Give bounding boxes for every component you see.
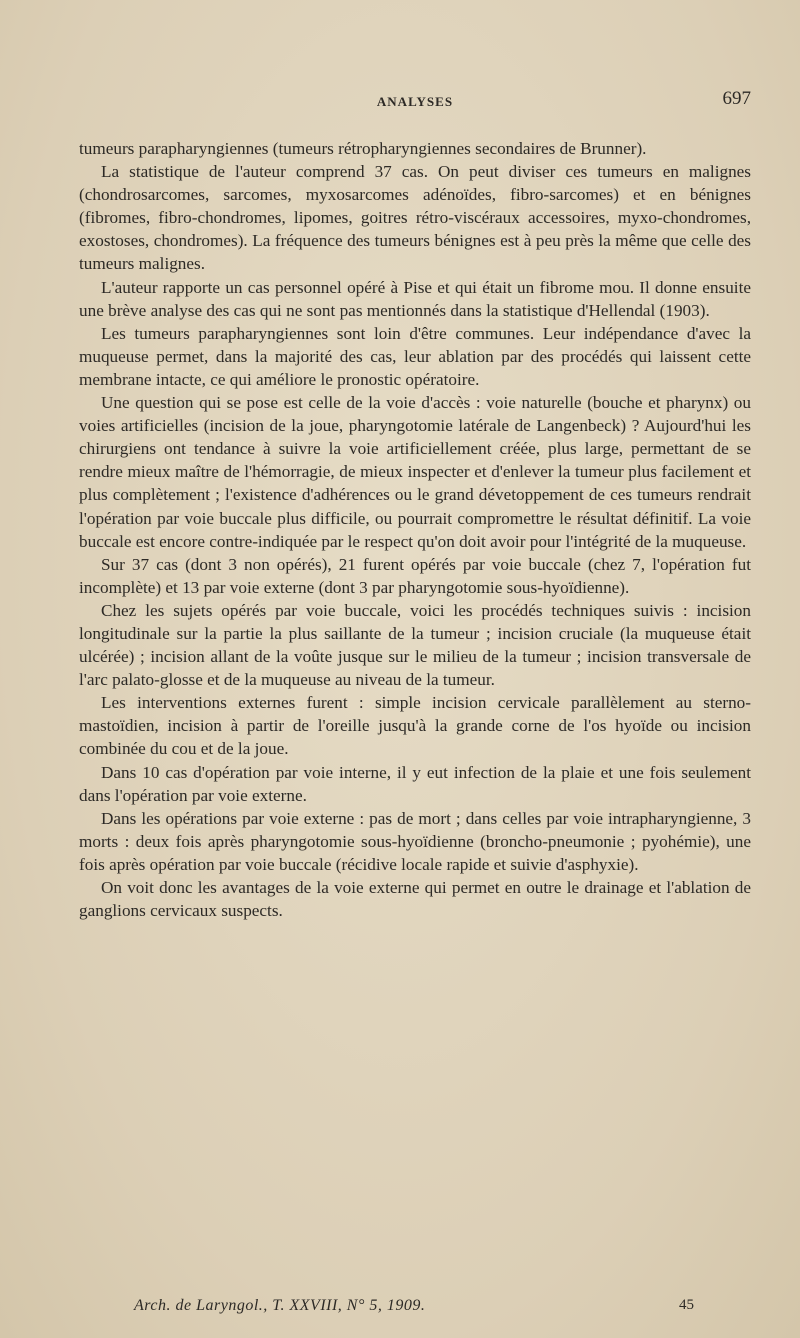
paragraph: L'auteur rapporte un cas personnel opéré à Pise et qui était un fibrome mou. Il donne ensuite une brève analyse des cas qui ne sont pas mentionnés dans la statistique d'Hellendal (1903).	[79, 277, 751, 320]
page-footer	[134, 1297, 694, 1315]
paragraph: Dans 10 cas d'opération par voie interne, il y eut infection de la plaie et une fois seulement dans l'opération par voie externe.	[79, 762, 751, 805]
page-number: 697	[722, 88, 751, 109]
paragraph: Dans les opérations par voie externe : pas de mort ; dans celles par voie intrapharyngienne, 3 morts : deux fois après pharyngotomie sous-hyoïdienne (broncho-pneumonie ; pyohémie), une fois après opération par voie buccale (récidive locale rapide et suivie d'asphyxie).	[79, 808, 751, 874]
paragraph: Les interventions externes furent : simple incision cervicale parallèlement au sterno-mastoïdien, incision à partir de l'oreille jusqu'à la grande corne de l'os hyoïde ou incision combinée du cou et de la joue.	[79, 693, 751, 759]
paragraph: Les tumeurs parapharyngiennes sont loin d'être communes. Leur indépendance d'avec la muqueuse permet, dans la majorité des cas, leur ablation par des procédés qui laissent cette membrane intacte, ce qui améliore le pronostic opératoire.	[79, 323, 751, 389]
paragraph: Sur 37 cas (dont 3 non opérés), 21 furent opérés par voie buccale (chez 7, l'opération fut incomplète) et 13 par voie externe (dont 3 par pharyngotomie sous-hyoïdienne).	[79, 554, 751, 597]
paragraph: tumeurs parapharyngiennes (tumeurs rétropharyngiennes secondaires de Brunner).	[79, 139, 647, 158]
sheet-signature: 45	[679, 1297, 694, 1313]
running-head: ANALYSES	[376, 94, 454, 109]
page-header	[79, 86, 751, 116]
paragraph: Une question qui se pose est celle de la voie d'accès : voie naturelle (bouche et pharynx) ou voies artificielles (incision de la joue, pharyngotomie latérale de Langenbeck) ? Aujourd'hui les chirurgiens ont tendance à suivre la voie artificiellement créée, plus large, permettant de se rendre mieux maître de l'hémorragie, de mieux inspecter et d'enlever la tumeur plus facilement et plus complètement ; l'existence d'adhérences ou le grand dévetoppement de ces tumeurs rendrait l'opération par voie buccale plus difficile, ou pourrait compromettre le résultat définitif. La voie buccale est encore contre-indiquée par le respect qu'on doit avoir pour l'intégrité de la muqueuse.	[79, 393, 751, 551]
paragraph: On voit donc les avantages de la voie externe qui permet en outre le drainage et l'ablation de ganglions cervicaux suspects.	[79, 878, 751, 921]
body-text	[79, 137, 751, 922]
paragraph: Chez les sujets opérés par voie buccale, voici les procédés techniques suivis : incision longitudinale sur la partie la plus saillante de la tumeur ; incision cruciale (la muqueuse était ulcérée) ; incision allant de la voûte jusque sur le milieu de la tumeur ; incision transversale de l'arc palato-glosse et de la muqueuse au niveau de la tumeur.	[79, 600, 751, 690]
paragraph: La statistique de l'auteur comprend 37 cas. On peut diviser ces tumeurs en malignes (chondrosarcomes, sarcomes, myxosarcomes adénoïdes, fibro-sarcomes) et en bénignes (fibromes, fibro-chondromes, lipomes, goitres rétro-viscéraux accessoires, myxo-chondromes, exostoses, chondromes). La fréquence des tumeurs bénignes est à peu près la même que celle des tumeurs malignes.	[79, 162, 751, 274]
journal-citation: Arch. de Laryngol., T. XXVIII, N° 5, 1909.	[134, 1297, 426, 1314]
